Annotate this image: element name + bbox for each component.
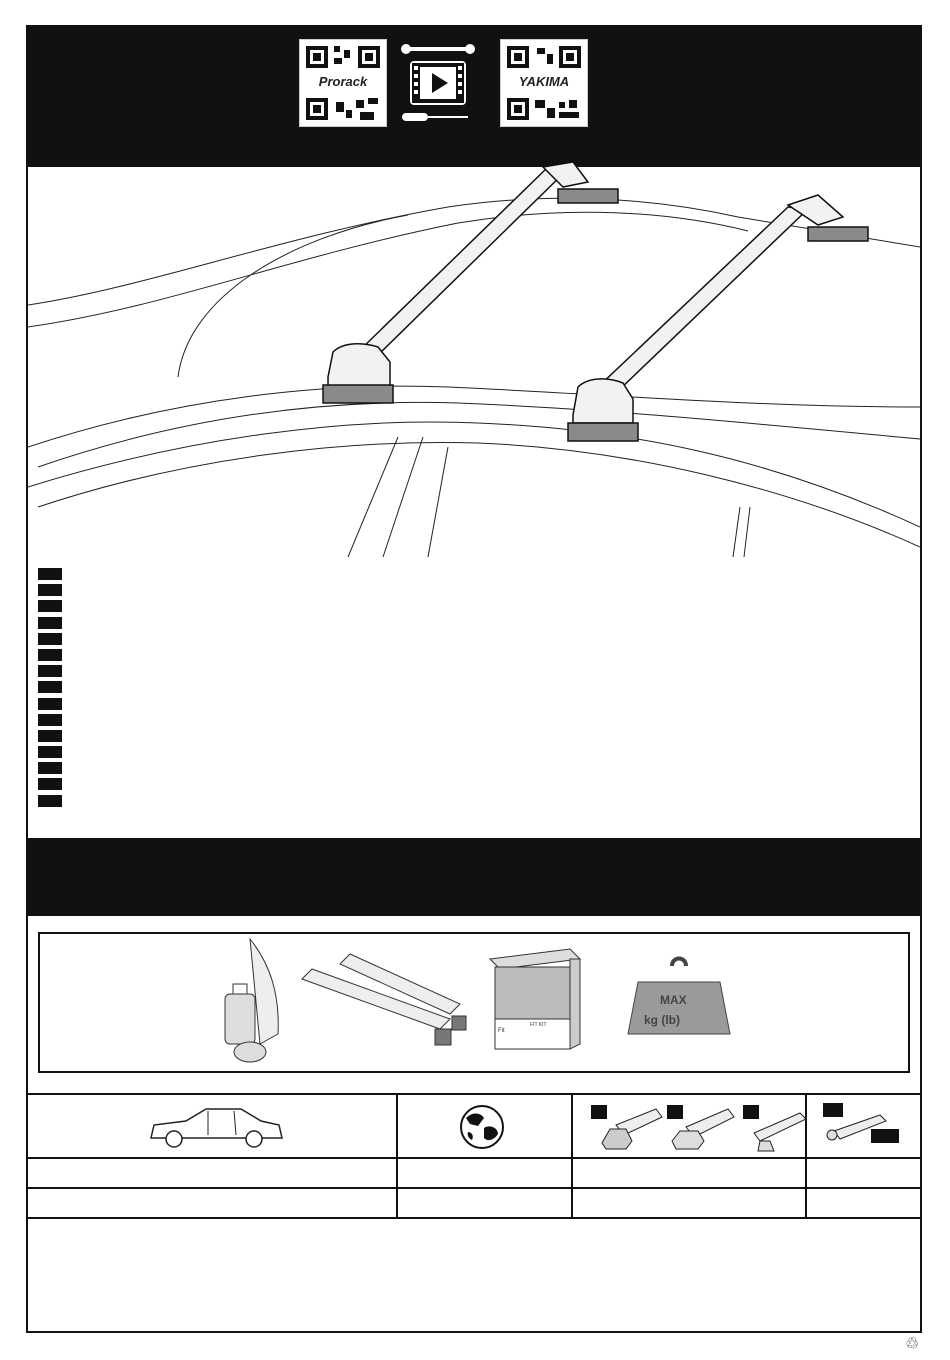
page-frame [26,25,922,1333]
language-flag-list [38,568,62,811]
table-row-divider [28,1187,920,1189]
screwdriver-icon [402,113,468,121]
box-label-kit: FIT KIT [530,1022,547,1028]
globe-icon [458,1104,506,1150]
weight-max-text: MAX [660,993,687,1007]
video-play-icon[interactable] [398,41,478,125]
vehicle-fit-table [28,1093,920,1219]
package-contents-box [38,932,910,1073]
language-flag [38,568,62,580]
foot-type-3-icon [740,1105,820,1157]
qr-code-prorack[interactable] [299,39,387,127]
table-col-divider [571,1095,573,1217]
language-flag [38,600,62,612]
qr-brand-label-prorack: Prorack [300,74,386,89]
table-row-divider [28,1157,920,1159]
language-flag [38,649,62,661]
crossbar-pair-icon [302,954,466,1045]
weight-unit-text: kg (lb) [644,1013,680,1027]
language-flag [38,584,62,596]
language-flag [38,698,62,710]
qr-brand-label-yakima: YAKIMA [501,74,587,89]
foot-type-4-icon [820,1109,900,1149]
language-flag [38,714,62,726]
luggage-icon [225,939,278,1062]
language-flag [38,795,62,807]
roof-rack-illustration [28,147,920,557]
recycle-icon: ♲ [905,1336,920,1353]
title-band [28,838,920,916]
crossbar-rear [568,195,868,441]
crossbar-front [323,162,618,403]
language-flag [38,617,62,629]
language-flag [38,665,62,677]
foot-type-2-icon [666,1105,746,1157]
language-flag [38,762,62,774]
wrench-icon [401,44,475,54]
header-band [28,27,920,167]
qr-code-yakima[interactable] [500,39,588,127]
fit-kit-box-icon [490,949,580,1049]
sedan-car-icon [146,1103,286,1153]
language-flag [38,730,62,742]
language-flag [38,746,62,758]
table-col-divider [396,1095,398,1217]
box-label-fit: Fit [498,1028,505,1034]
language-flag [38,633,62,645]
language-flag [38,778,62,790]
language-flag [38,681,62,693]
foot-type-1-icon [596,1105,676,1157]
